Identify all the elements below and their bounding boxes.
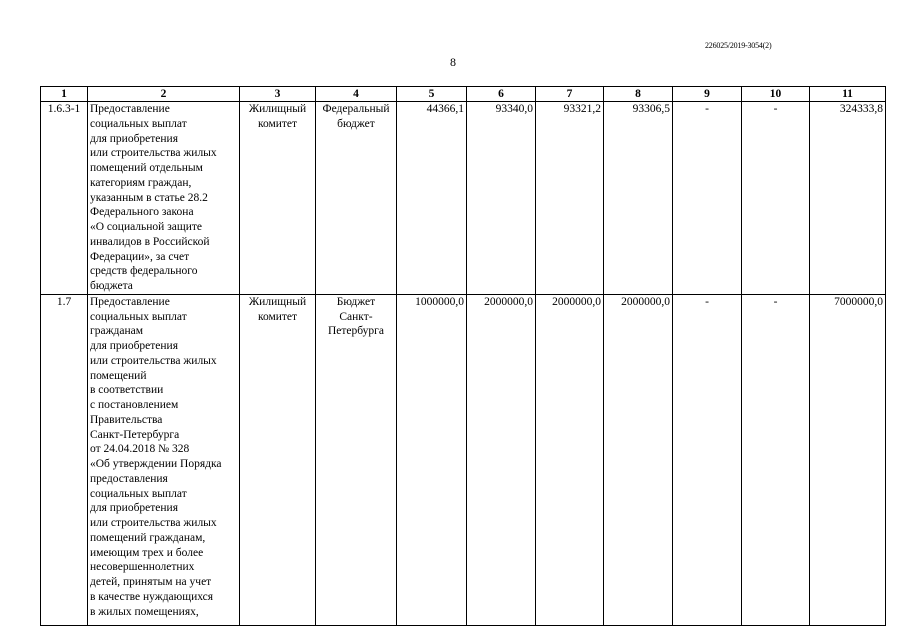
column-header: 1 bbox=[41, 87, 88, 102]
value-col-8: 93306,5 bbox=[604, 102, 673, 295]
executor: Жилищный комитет bbox=[240, 294, 316, 625]
value-col-7: 2000000,0 bbox=[536, 294, 604, 625]
column-header: 4 bbox=[316, 87, 397, 102]
value-col-6: 93340,0 bbox=[467, 102, 536, 295]
column-header: 9 bbox=[673, 87, 742, 102]
table-row bbox=[41, 294, 886, 625]
value-col-11: 7000000,0 bbox=[810, 294, 886, 625]
value-col-8: 2000000,0 bbox=[604, 294, 673, 625]
value-col-5: 1000000,0 bbox=[397, 294, 467, 625]
column-header: 5 bbox=[397, 87, 467, 102]
executor: Жилищный комитет bbox=[240, 102, 316, 295]
table-row bbox=[41, 102, 886, 295]
page-number: 8 bbox=[450, 55, 456, 69]
column-header: 10 bbox=[742, 87, 810, 102]
value-col-10: - bbox=[742, 102, 810, 295]
value-col-11: 324333,8 bbox=[810, 102, 886, 295]
program-table bbox=[40, 86, 886, 626]
funding-source: Федеральный бюджет bbox=[316, 102, 397, 295]
measure-name: Предоставление социальных выплат гражданам для приобретения или строительства жилых помещений в соответствии с постановлением Правительства Санкт-Петербурга от 24.04.2018 № 328 «Об утверждении Порядка предоставления социальных выплат для приобретения или строительства жилых помещений гражданам, имеющим трех и более несовершеннолетних детей, принятым на учет в качестве нуждающихся в жилых помещениях, bbox=[88, 294, 240, 625]
measure-name: Предоставление социальных выплат для приобретения или строительства жилых помещений отдельным категориям граждан, указанным в статье 28.2 Федерального закона «О социальной защите инвалидов в Российской Федерации», за счет средств федерального бюджета bbox=[88, 102, 240, 295]
value-col-9: - bbox=[673, 294, 742, 625]
document-id: 226025/2019-3054(2) bbox=[705, 41, 772, 50]
value-col-5: 44366,1 bbox=[397, 102, 467, 295]
value-col-6: 2000000,0 bbox=[467, 294, 536, 625]
column-header: 6 bbox=[467, 87, 536, 102]
value-col-9: - bbox=[673, 102, 742, 295]
column-header: 3 bbox=[240, 87, 316, 102]
row-number: 1.6.3-1 bbox=[41, 102, 88, 295]
header-row bbox=[41, 87, 886, 102]
funding-source: Бюджет Санкт- Петербурга bbox=[316, 294, 397, 625]
value-col-7: 93321,2 bbox=[536, 102, 604, 295]
column-header: 7 bbox=[536, 87, 604, 102]
column-header: 2 bbox=[88, 87, 240, 102]
column-header: 11 bbox=[810, 87, 886, 102]
column-header: 8 bbox=[604, 87, 673, 102]
row-number: 1.7 bbox=[41, 294, 88, 625]
value-col-10: - bbox=[742, 294, 810, 625]
